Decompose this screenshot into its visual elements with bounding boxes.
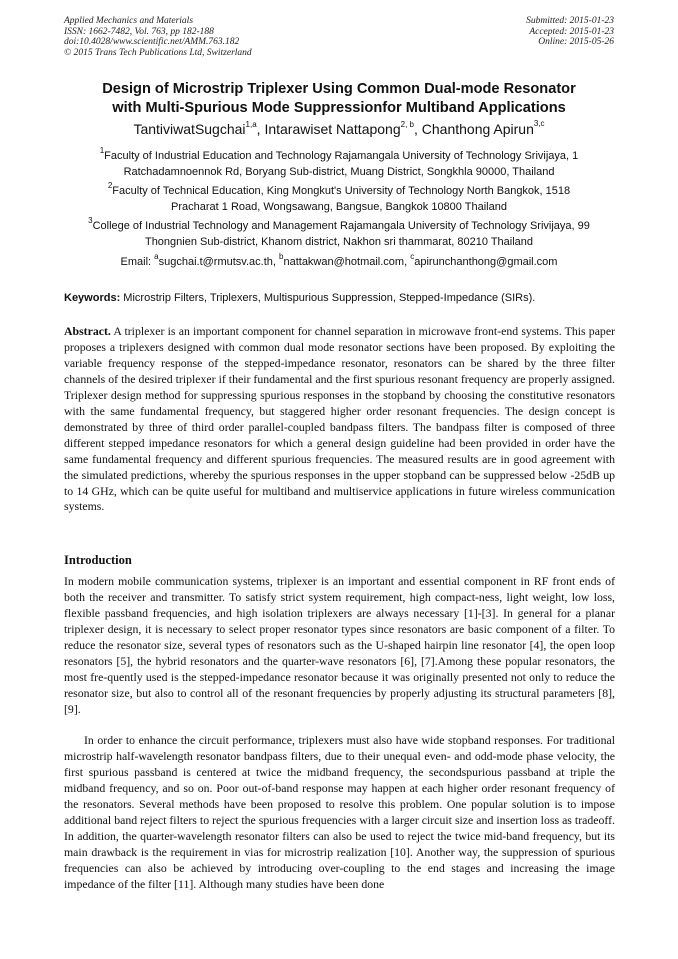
- affiliation-3-line-2: Thongnien Sub-district, Khanom district, Nakhon sri thammarat, 80210 Thailand: [144, 235, 534, 248]
- author-3-sup: 3,c: [533, 119, 545, 129]
- journal-header: [64, 16, 252, 58]
- author-3: Chanthong Apirun: [421, 121, 534, 137]
- journal-name: Applied Mechanics and Materials: [64, 16, 194, 26]
- email-c: apirunchanthong@gmail.com: [414, 256, 558, 268]
- abstract-label: Abstract.: [64, 324, 111, 338]
- author-2: Intarawiset Nattapong: [264, 121, 401, 137]
- introduction-paragraph-1-text: In modern mobile communication systems, triplexer is an important and essential component in RF front ends of both the receiver and transmitter. To satisfy strict system requirement, high compact-ness, light weight, low loss, flexible passband frequencies, and high isolation triplexers are always necessary [1]-[3]. In general for a planar triplexer design, it is necessary to select proper resonator types since resonators are basic component of a filter. To reduce the resonator size, several types of resonators such as the U-shaped hairpin line resonator [4], the open loop resonators [5], the hybrid resonators and the quarter-wave resonators [6], [7].Among these popular resonators, the most fre-quently used is the stepped-impedance resonator because it was originally presented not only to reduce the resonator size, but also to control all of the resonant frequencies by properly adjusting its structural parameters [8], [9].: [64, 574, 615, 716]
- affiliation-2-line-2: Pracharat 1 Road, Wongsawang, Bangsue, Bangkok 10800 Thailand: [171, 200, 507, 213]
- email-a: sugchai.t@rmutsv.ac.th,: [158, 256, 280, 268]
- affiliation-1-line-2: Ratchadamnoennok Rd, Boryang Sub-district, Muang District, Songkhla 90000, Thailand: [123, 165, 555, 178]
- affiliation-2: [60, 181, 618, 215]
- paper-title: [40, 80, 638, 117]
- submitted-date: Submitted: 2015-01-23: [526, 16, 614, 26]
- affiliation-1-sup: 1: [99, 146, 105, 156]
- accepted-date: Accepted: 2015-01-23: [529, 26, 614, 37]
- affiliation-3-sup: 3: [88, 216, 93, 226]
- title-line-2: with Multi-Spurious Mode Suppressionfor Multiband Applications: [112, 99, 566, 116]
- author-2-sup: 2, b: [400, 120, 414, 130]
- keywords-text: Microstrip Filters, Triplexers, Multispurious Suppression, Stepped-Impedance (SIRs).: [120, 292, 536, 304]
- author-1: TantiviwatSugchai: [133, 121, 246, 137]
- introduction-paragraph-1: [64, 574, 615, 718]
- dates-header: [526, 16, 614, 48]
- affiliation-1: [60, 146, 618, 180]
- email-sup-a: a: [154, 252, 159, 262]
- email-sup-b: b: [279, 252, 284, 262]
- affiliation-2-line-1: Faculty of Technical Education, King Mongkut's University of Technology North Bangkok, 1518: [112, 185, 571, 197]
- issn: ISSN: 1662-7482, Vol. 763, pp 182-188: [64, 26, 214, 37]
- doi: doi:10.4028/www.scientific.net/AMM.763.182: [64, 37, 240, 48]
- author-1-sup: 1,a: [245, 120, 257, 130]
- email-b: nattakwan@hotmail.com,: [283, 256, 411, 268]
- online-date: Online: 2015-05-26: [538, 37, 614, 48]
- introduction-paragraph-2: [64, 733, 615, 893]
- author-separator: ,: [256, 121, 265, 137]
- affiliation-2-sup: 2: [107, 181, 113, 191]
- affiliation-3-line-1: College of Industrial Technology and Management Rajamangala University of Technology Srivijaya, 99: [92, 220, 590, 232]
- author-list: [30, 121, 648, 138]
- title-line-1: Design of Microstrip Triplexer Using Common Dual-mode Resonator: [102, 81, 576, 97]
- abstract: [64, 324, 615, 515]
- affiliation-1-line-1: Faculty of Industrial Education and Technology Rajamangala University of Technology Srivijaya, 1: [104, 150, 579, 162]
- email-line: [40, 252, 638, 270]
- affiliation-3: [60, 216, 618, 250]
- introduction-paragraph-2-text: In order to enhance the circuit performance, triplexers must also have wide stopband responses. For traditional microstrip half-wavelength resonator bandpass filters, due to their unequal even- and odd-mode phase velocity, the first spurious passband is centered at twice the midband frequency, the secondspurious passband at triple the midband frequency, and so on. Poor out-of-band response may happen at each higher order resonant frequency of the resonators. Several methods have been proposed to resolve this problem. One popular solution is to impose additional band reject filters to reject the spurious frequencies with a larger circuit size and insertion loss as tradeoff. In addition, the quarter-wavelength resonator filters can also be used to reject the twice mid-band frequency, but its main drawback is the requirement in vias for microstrip realization [10]. Another way, the suppression of spurious frequencies can also be achieved by introducing over-coupling to the end stages and increasing the image impedance of the filter [11]. Although many studies have been done: [64, 733, 615, 891]
- email-sup-c: c: [410, 252, 415, 262]
- abstract-text: A triplexer is an important component for channel separation in microwave front-end systems. This paper proposes a triplexers designed with common dual mode resonator sections have been proposed. By exploiting the variable frequency response of the stepped-impedance resonator, resonators can be shared by the three filter channels of the desired triplexer if their fundamental and the first spurious resonant frequency are properly assigned. Triplexer design method for suppressing spurious responses in the stopband by choosing the constitutive resonators with the same fundamental frequency, but staggered higher order resonant frequencies. The design concept is demonstrated by three of third order parallel-coupled bandpass filters. The bandpass filter is composed of three different stepped impedance resonators for which a general design guideline had been provided in order have the same fundamental frequency and different spurious frequencies. The measured results are in good agreement with the simulated predictions, whereby the spurious responses in the upper stopband can be suppressed below -25dB up to 14 GHz, which can be quite useful for multiband and multiservice applications in future wireless communication systems.: [64, 324, 615, 514]
- keywords: [64, 291, 624, 306]
- copyright: © 2015 Trans Tech Publications Ltd, Switzerland: [64, 47, 252, 58]
- author-separator: ,: [413, 121, 422, 137]
- keywords-label: Keywords:: [64, 292, 121, 304]
- introduction-heading: Introduction: [64, 553, 132, 567]
- email-label: Email:: [120, 256, 155, 268]
